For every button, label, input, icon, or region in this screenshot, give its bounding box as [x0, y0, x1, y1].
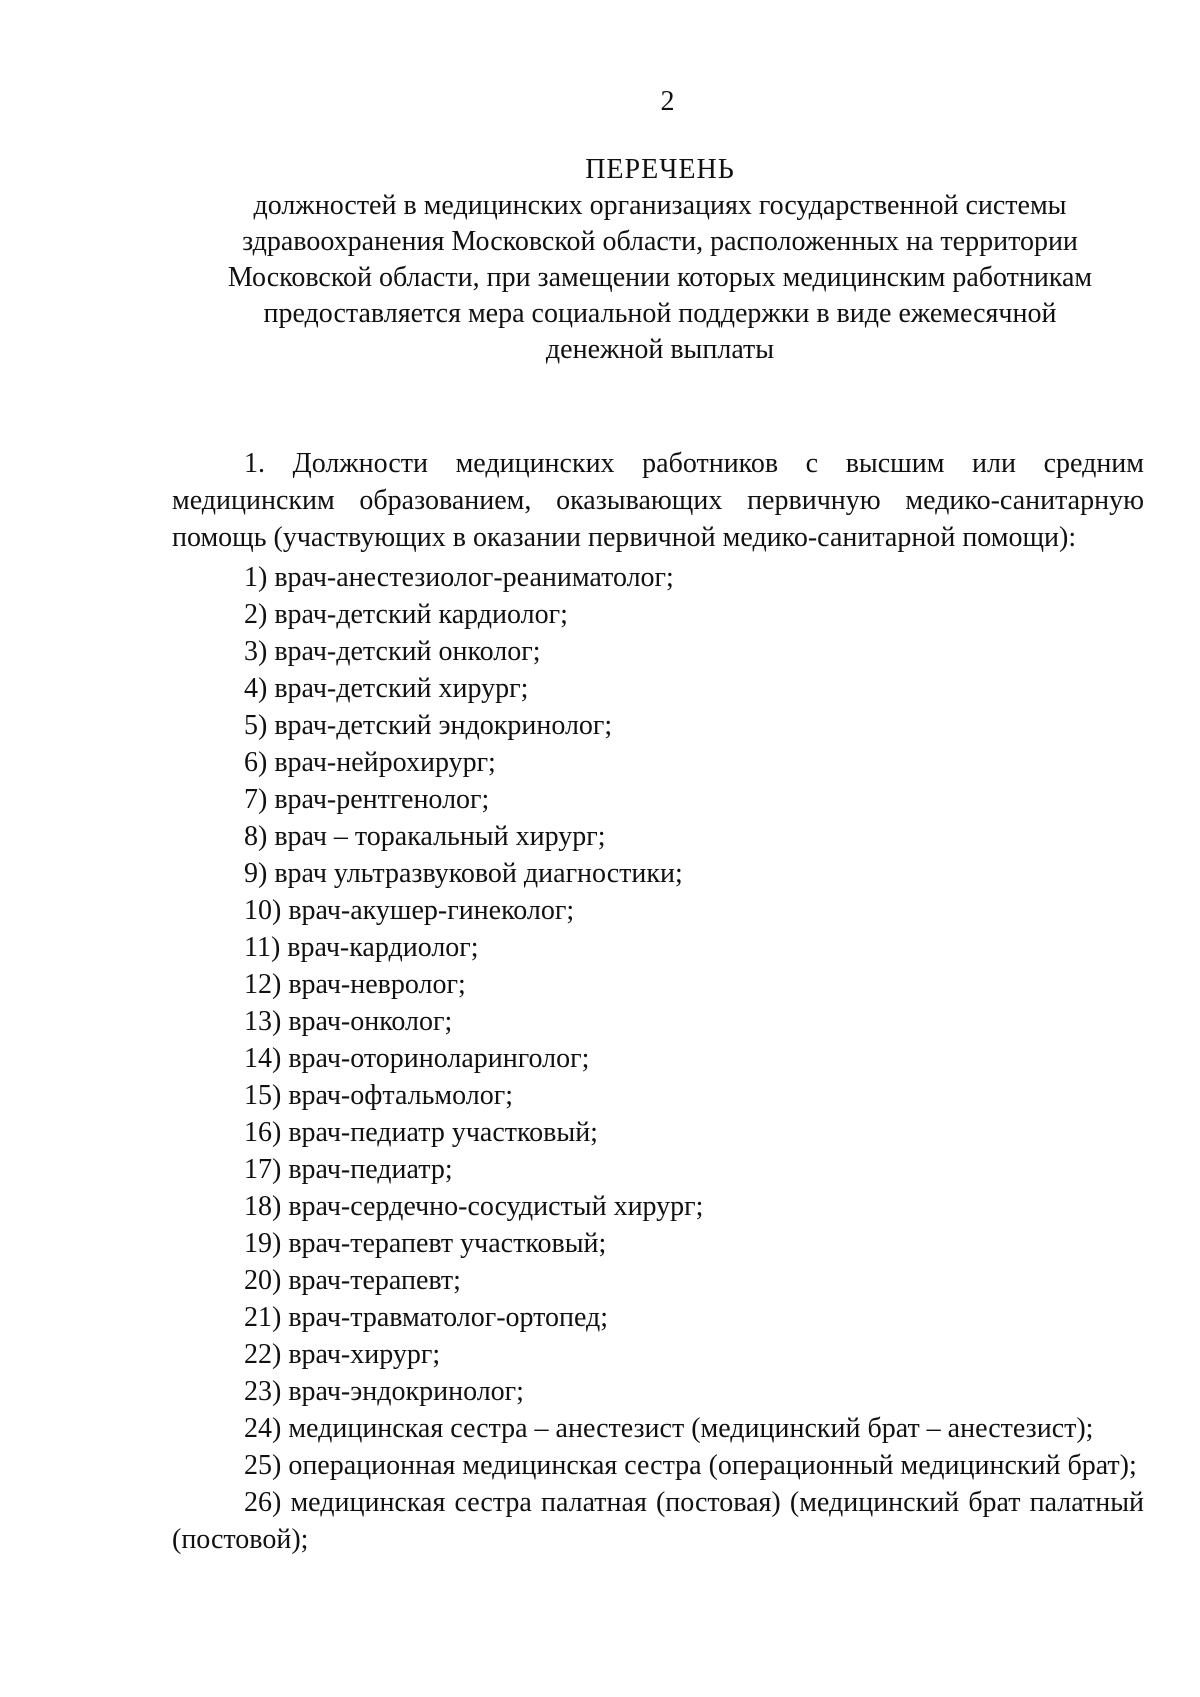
- list-item: 12) врач-невролог;: [244, 969, 466, 1000]
- list-item: 21) врач-травматолог-ортопед;: [244, 1302, 609, 1333]
- list-item: 19) врач-терапевт участковый;: [244, 1228, 607, 1259]
- list-item: 22) врач-хирург;: [244, 1339, 441, 1370]
- list-item: 9) врач ультразвуковой диагностики;: [244, 858, 683, 889]
- list-item: 1) врач-анестезиолог-реаниматолог;: [244, 562, 674, 593]
- document-subtitle-line: Московской области, при замещении которых медицинским работникам: [227, 262, 1093, 293]
- document-body: [172, 445, 1144, 1558]
- list-item: 24) медицинская сестра – анестезист (медицинский брат – анестезист);: [244, 1413, 1094, 1444]
- list-item: 23) врач-эндокринолог;: [244, 1376, 524, 1407]
- list-item: 8) врач – торакальный хирург;: [244, 821, 606, 852]
- list-item: 2) врач-детский кардиолог;: [244, 599, 568, 630]
- list-item: 16) врач-педиатр участковый;: [244, 1117, 598, 1148]
- list-item: 18) врач-сердечно-сосудистый хирург;: [244, 1191, 704, 1222]
- list-item: 6) врач-нейрохирург;: [244, 747, 496, 778]
- document-subtitle-line: денежной выплаты: [545, 334, 775, 365]
- list-item: 17) врач-педиатр;: [244, 1154, 453, 1185]
- list-item: 10) врач-акушер-гинеколог;: [244, 895, 575, 926]
- section-intro-paragraph: 1. Должности медицинских работников с высшим или средним медицинским образованием, оказывающих первичную медико-санитарную помощь (участвующих в оказании первичной медико-санитарной помощи):: [172, 448, 1144, 553]
- list-item: 20) врач-терапевт;: [244, 1265, 461, 1296]
- list-item: 15) врач-офтальмолог;: [244, 1080, 513, 1111]
- page-number: 2: [660, 86, 675, 117]
- document-subtitle-line: должностей в медицинских организациях государственной системы: [253, 190, 1067, 221]
- list-item: 25) операционная медицинская сестра (операционный медицинский брат);: [244, 1450, 1137, 1481]
- document-subtitle-line: предоставляется мера социальной поддержки в виде ежемесячной: [263, 298, 1057, 329]
- list-item: 13) врач-онколог;: [244, 1006, 453, 1037]
- list-item: 11) врач-кардиолог;: [244, 932, 479, 963]
- list-item: 3) врач-детский онколог;: [244, 636, 541, 667]
- list-item: 26) медицинская сестра палатная (постовая) (медицинский брат палатный (постовой);: [172, 1487, 1144, 1555]
- positions-list: [172, 559, 1144, 1558]
- list-item: 5) врач-детский эндокринолог;: [244, 710, 613, 741]
- list-item: 14) врач-оториноларинголог;: [244, 1043, 590, 1074]
- document-title-block: [200, 152, 1120, 368]
- document-subtitle-line: здравоохранения Московской области, расположенных на территории: [242, 226, 1078, 257]
- list-item: 4) врач-детский хирург;: [244, 673, 529, 704]
- list-item: 7) врач-рентгенолог;: [244, 784, 490, 815]
- document-title: ПЕРЕЧЕНЬ: [585, 154, 735, 185]
